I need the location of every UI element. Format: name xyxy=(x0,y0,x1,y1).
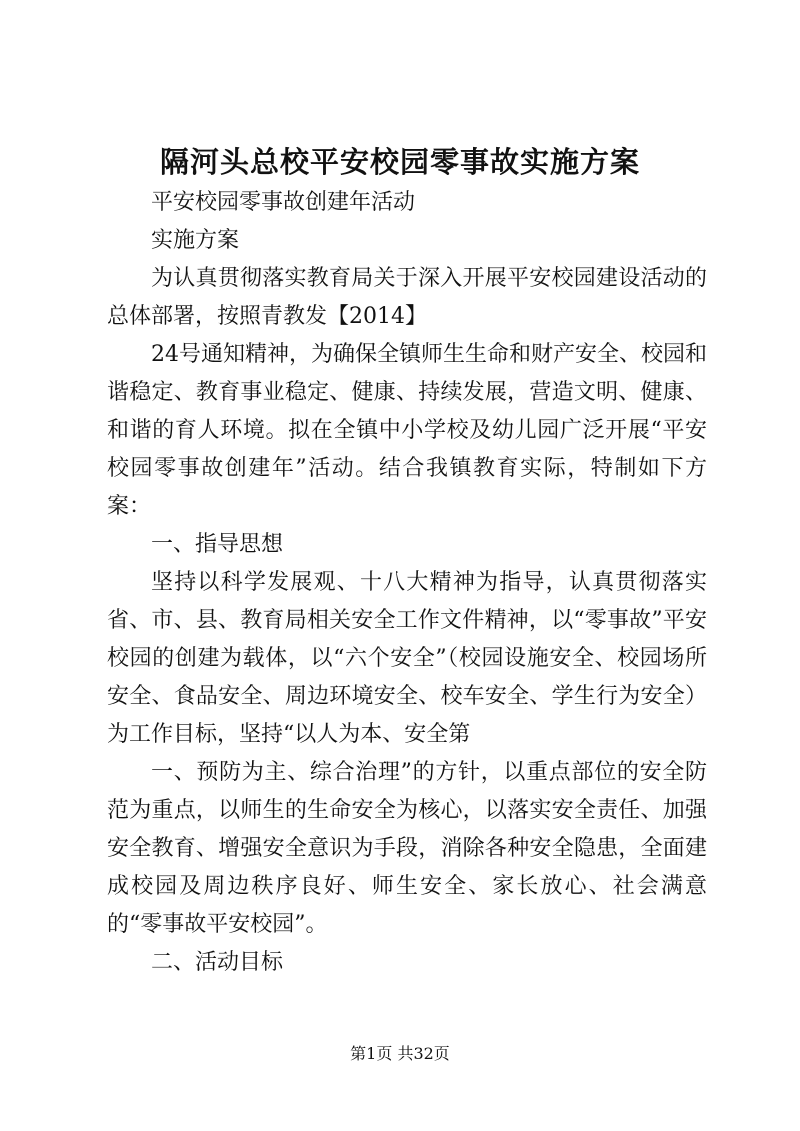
document-title: 隔河头总校平安校园零事故实施方案 xyxy=(159,145,640,179)
paragraph-intro: 为认真贯彻落实教育局关于深入开展平安校园建设活动的总体部署，按照青教发【2014】 xyxy=(107,266,707,329)
section-heading-guiding-ideology: 一、指导思想 xyxy=(151,532,284,557)
page-number-footer: 第1页 共32页 xyxy=(350,1044,450,1063)
paragraph-subtitle-plan: 实施方案 xyxy=(151,228,240,253)
paragraph-subtitle-activity: 平安校园零事故创建年活动 xyxy=(151,190,416,215)
paragraph-guiding-ideology: 坚持以科学发展观、十八大精神为指导，认真贯彻落实省、市、县、教育局相关安全工作文件精神，以“零事故”平安校园的创建为载体，以“六个安全”（校园设施安全、校园场所安全、食品安全、周边环境安全、校车安全、学生行为安全）为工作目标，坚持“以人为本、安全第 xyxy=(107,570,707,747)
document-body xyxy=(107,184,707,982)
paragraph-policy: 一、预防为主、综合治理”的方针，以重点部位的安全防范为重点，以师生的生命安全为核心，以落实安全责任、加强安全教育、增强安全意识为手段，消除各种安全隐患，全面建成校园及周边秩序良好、师生安全、家长放心、社会满意的“零事故平安校园”。 xyxy=(107,760,707,937)
paragraph-notice: 24号通知精神，为确保全镇师生生命和财产安全、校园和谐稳定、教育事业稳定、健康、持续发展，营造文明、健康、和谐的育人环境。拟在全镇中小学校及幼儿园广泛开展“平安校园零事故创建年”活动。结合我镇教育实际，特制如下方案： xyxy=(107,342,707,519)
section-heading-activity-goals: 二、活动目标 xyxy=(151,950,284,975)
